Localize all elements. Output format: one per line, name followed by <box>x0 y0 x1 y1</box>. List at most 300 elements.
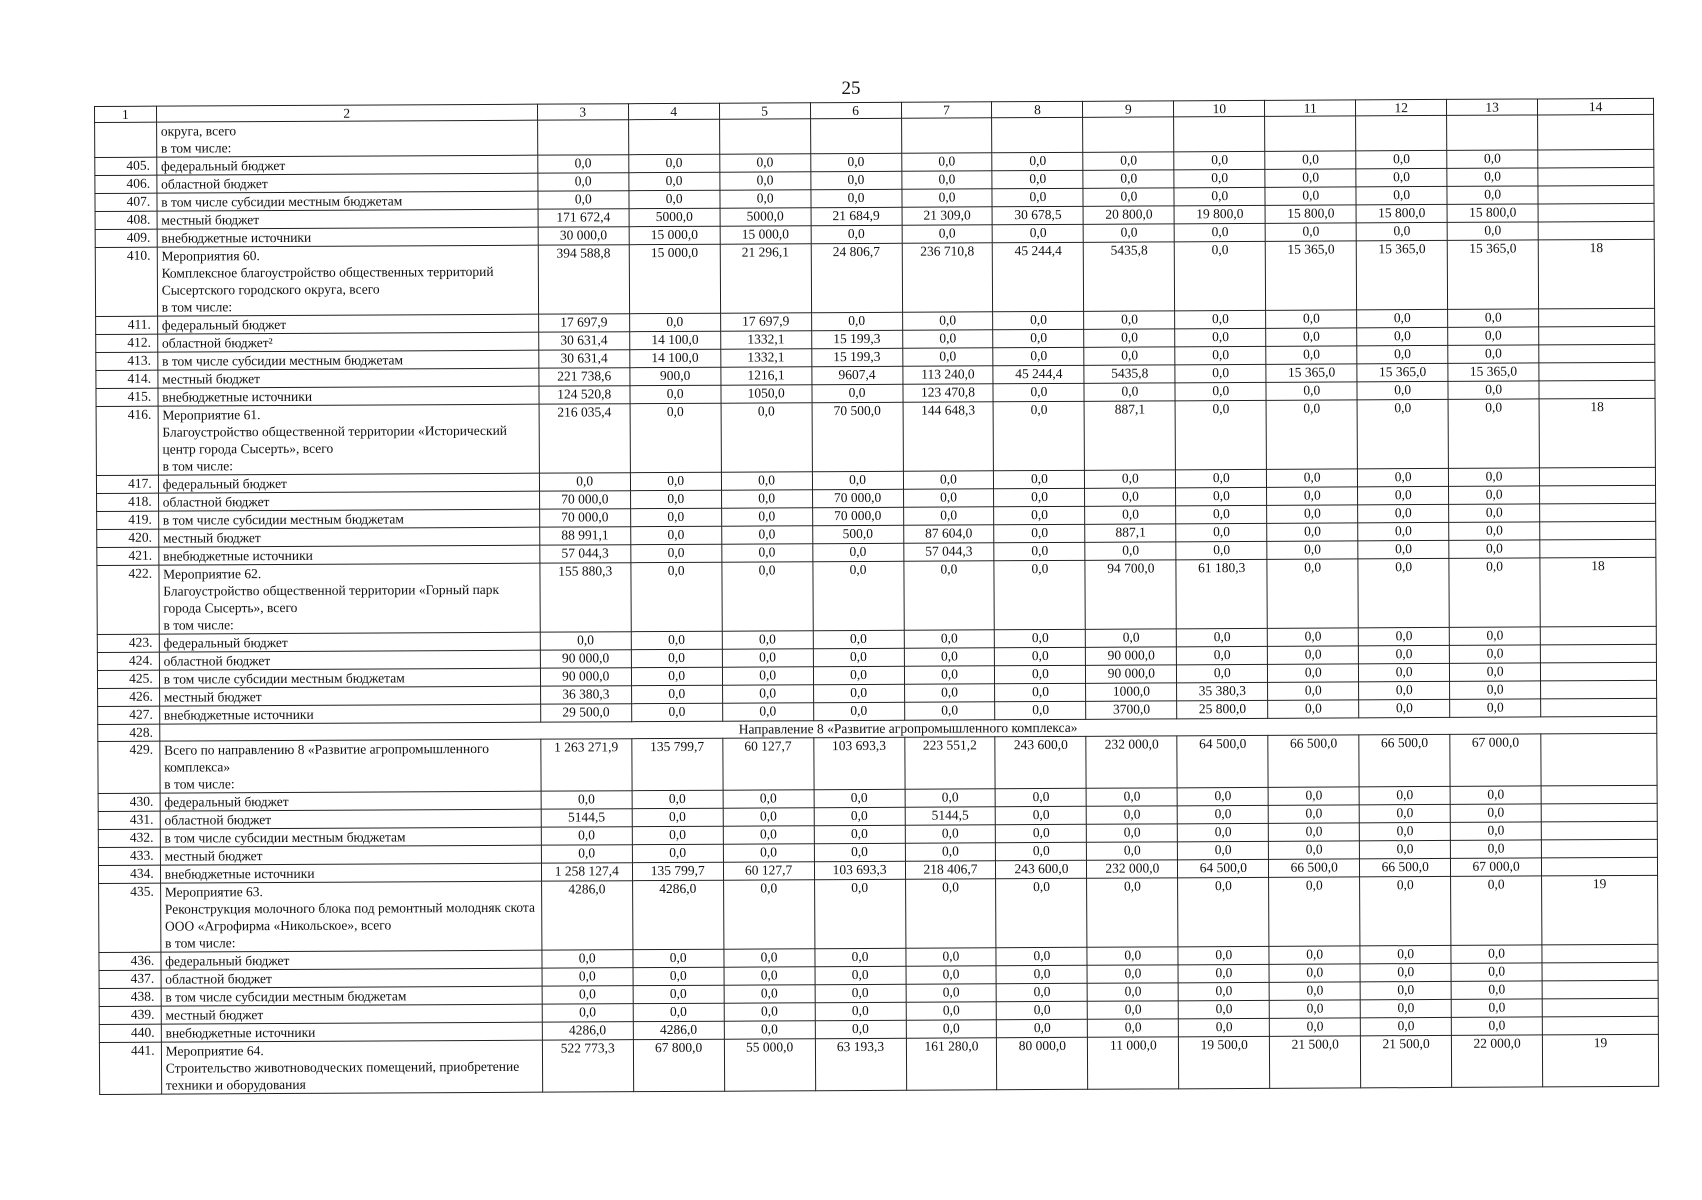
row-number: 411. <box>96 316 158 334</box>
value-cell: 0,0 <box>1267 523 1358 541</box>
value-cell: 66 500,0 <box>1360 858 1451 876</box>
value-cell: 0,0 <box>1087 965 1178 983</box>
value-cell: 0,0 <box>811 189 902 207</box>
table-row <box>96 398 1655 475</box>
value-cell: 0,0 <box>994 401 1085 470</box>
value-cell: 0,0 <box>1359 681 1450 699</box>
value-cell: 14 100,0 <box>630 349 721 367</box>
row-number: 441. <box>99 1042 161 1094</box>
value-cell: 5000,0 <box>629 208 720 226</box>
value-cell: 0,0 <box>1265 151 1356 169</box>
row-label: федеральный бюджет <box>158 473 539 493</box>
value-cell: 30 678,5 <box>993 206 1084 224</box>
value-cell: 0,0 <box>723 844 814 862</box>
value-cell: 236 710,8 <box>902 243 993 312</box>
value-cell: 0,0 <box>810 153 901 171</box>
value-cell: 0,0 <box>632 790 723 808</box>
row-number: 426. <box>98 688 160 706</box>
row-label: Мероприятия 60. Комплексное благоустройство общественных территорий Сысертского городского округа, всего в том числе: <box>157 245 538 316</box>
value-cell: 0,0 <box>901 189 992 207</box>
value-cell: 11 000,0 <box>1088 1037 1179 1089</box>
row-number: 422. <box>97 565 159 634</box>
row-number: 434. <box>98 865 160 883</box>
value-cell: 0,0 <box>1447 150 1538 168</box>
value-cell: 0,0 <box>993 329 1084 347</box>
value-cell: 0,0 <box>1083 170 1174 188</box>
row-label: в том числе субсидии местным бюджетам <box>160 827 541 847</box>
value-cell: 0,0 <box>720 190 811 208</box>
value-cell: 0,0 <box>1359 822 1450 840</box>
row-label: областной бюджет² <box>157 332 538 352</box>
value-cell: 70 500,0 <box>812 402 903 471</box>
value-cell: 0,0 <box>540 632 631 650</box>
row-label: местный бюджет <box>158 527 539 547</box>
value-cell: 0,0 <box>1357 399 1448 468</box>
value-cell: 0,0 <box>902 312 993 330</box>
value-cell: 0,0 <box>630 508 721 526</box>
value-cell: 90 000,0 <box>540 668 631 686</box>
value-cell: 0,0 <box>994 542 1085 560</box>
value-cell: 94 700,0 <box>1085 560 1176 629</box>
value-cell: 0,0 <box>1085 488 1176 506</box>
value-cell: 0,0 <box>814 843 905 861</box>
value-cell: 135 799,7 <box>632 738 723 790</box>
value-cell: 0,0 <box>538 191 629 209</box>
value-cell: 0,0 <box>724 949 815 967</box>
value-cell: 0,0 <box>720 172 811 190</box>
value-cell: 21 684,9 <box>811 207 902 225</box>
value-cell: 232 000,0 <box>1086 736 1177 788</box>
value-cell: 0,0 <box>1177 664 1268 682</box>
target-index-cell <box>1538 114 1654 150</box>
value-cell: 0,0 <box>905 789 996 807</box>
value-cell: 0,0 <box>724 967 815 985</box>
value-cell: 0,0 <box>1450 699 1541 717</box>
value-cell: 0,0 <box>814 825 905 843</box>
value-cell: 70 000,0 <box>539 509 630 527</box>
value-cell: 0,0 <box>815 948 906 966</box>
value-cell: 221 738,6 <box>539 368 630 386</box>
value-cell <box>537 120 628 155</box>
value-cell: 0,0 <box>994 506 1085 524</box>
value-cell: 500,0 <box>812 525 903 543</box>
value-cell: 0,0 <box>1268 646 1359 664</box>
value-cell: 0,0 <box>901 171 992 189</box>
value-cell: 0,0 <box>632 826 723 844</box>
value-cell: 0,0 <box>1359 699 1450 717</box>
value-cell: 15 199,3 <box>811 330 902 348</box>
value-cell: 0,0 <box>1360 963 1451 981</box>
value-cell: 0,0 <box>1269 982 1360 1000</box>
row-number: 413. <box>96 352 158 370</box>
value-cell: 0,0 <box>631 685 722 703</box>
value-cell: 55 000,0 <box>724 1039 815 1091</box>
value-cell: 0,0 <box>1451 981 1542 999</box>
table-body <box>95 98 1659 1094</box>
value-cell: 0,0 <box>1086 629 1177 647</box>
value-cell: 0,0 <box>1449 540 1540 558</box>
value-cell: 0,0 <box>995 701 1086 719</box>
value-cell: 0,0 <box>1447 168 1538 186</box>
value-cell: 522 773,3 <box>542 1040 633 1092</box>
row-label: Всего по направлению 8 «Развитие агропромышленного комплекса» в том числе: <box>160 739 541 793</box>
value-cell: 0,0 <box>995 629 1086 647</box>
value-cell: 0,0 <box>903 471 994 489</box>
value-cell: 0,0 <box>903 561 994 630</box>
row-number: 409. <box>95 229 157 247</box>
table-row <box>98 733 1657 793</box>
target-index-cell: 18 <box>1540 557 1656 627</box>
value-cell <box>628 119 719 154</box>
value-cell: 0,0 <box>906 1002 997 1020</box>
value-cell: 0,0 <box>541 827 632 845</box>
value-cell: 30 631,4 <box>539 350 630 368</box>
value-cell: 15 800,0 <box>1447 204 1538 222</box>
row-label: федеральный бюджет <box>157 314 538 334</box>
value-cell: 0,0 <box>1450 786 1541 804</box>
value-cell: 60 127,7 <box>723 862 814 880</box>
value-cell: 0,0 <box>631 562 722 631</box>
value-cell: 0,0 <box>630 385 721 403</box>
value-cell: 0,0 <box>1174 169 1265 187</box>
value-cell <box>1356 115 1447 150</box>
page-number: 25 <box>841 78 861 99</box>
value-cell: 0,0 <box>1359 645 1450 663</box>
row-label: в том числе субсидии местным бюджетам <box>157 191 538 211</box>
value-cell: 0,0 <box>812 471 903 489</box>
row-number: 419. <box>97 511 159 529</box>
value-cell: 0,0 <box>1449 504 1540 522</box>
value-cell: 243 600,0 <box>996 860 1087 878</box>
value-cell: 0,0 <box>541 791 632 809</box>
value-cell: 0,0 <box>1267 541 1358 559</box>
value-cell: 0,0 <box>1269 841 1360 859</box>
row-label: в том числе субсидии местным бюджетам <box>157 350 538 370</box>
value-cell <box>1447 115 1538 150</box>
value-cell: 0,0 <box>1175 382 1266 400</box>
value-cell: 0,0 <box>629 190 720 208</box>
value-cell: 0,0 <box>1448 327 1539 345</box>
value-cell: 15 365,0 <box>1448 363 1539 381</box>
value-cell: 0,0 <box>1449 486 1540 504</box>
target-index-cell <box>1542 962 1658 981</box>
value-cell: 0,0 <box>1356 150 1447 168</box>
column-header-1: 1 <box>95 106 157 122</box>
value-cell: 0,0 <box>811 312 902 330</box>
row-label: местный бюджет <box>157 209 538 229</box>
column-header-11: 11 <box>1265 100 1356 116</box>
row-label: федеральный бюджет <box>159 632 540 652</box>
value-cell: 0,0 <box>1265 187 1356 205</box>
row-number: 427. <box>98 706 160 724</box>
target-index-cell <box>1540 644 1656 663</box>
value-cell: 887,1 <box>1084 401 1175 470</box>
value-cell: 0,0 <box>1268 628 1359 646</box>
target-index-cell <box>1542 998 1658 1017</box>
value-cell: 0,0 <box>1359 663 1450 681</box>
value-cell: 0,0 <box>1357 345 1448 363</box>
value-cell: 25 800,0 <box>1177 700 1268 718</box>
value-cell: 14 100,0 <box>629 331 720 349</box>
value-cell: 0,0 <box>1451 840 1542 858</box>
value-cell: 0,0 <box>996 842 1087 860</box>
value-cell: 0,0 <box>1087 824 1178 842</box>
value-cell: 218 406,7 <box>905 861 996 879</box>
value-cell: 87 604,0 <box>903 525 994 543</box>
value-cell: 0,0 <box>1265 223 1356 241</box>
value-cell: 0,0 <box>724 985 815 1003</box>
row-number: 405. <box>95 157 157 175</box>
column-header-12: 12 <box>1356 99 1447 115</box>
value-cell: 0,0 <box>905 825 996 843</box>
row-label: внебюджетные источники <box>161 1022 542 1042</box>
value-cell: 0,0 <box>1358 504 1449 522</box>
value-cell: 0,0 <box>1175 328 1266 346</box>
value-cell: 0,0 <box>1266 346 1357 364</box>
value-cell: 0,0 <box>993 383 1084 401</box>
value-cell <box>1083 117 1174 152</box>
value-cell: 0,0 <box>1451 999 1542 1017</box>
value-cell: 1 263 271,9 <box>541 739 632 791</box>
value-cell: 0,0 <box>633 1003 724 1021</box>
row-number: 414. <box>96 370 158 388</box>
value-cell: 1332,1 <box>720 331 811 349</box>
row-number: 425. <box>97 670 159 688</box>
value-cell: 0,0 <box>813 702 904 720</box>
value-cell: 0,0 <box>722 685 813 703</box>
value-cell: 0,0 <box>1266 382 1357 400</box>
target-index-cell <box>1541 785 1657 804</box>
value-cell: 66 500,0 <box>1359 734 1450 786</box>
value-cell <box>719 119 810 154</box>
value-cell: 0,0 <box>1358 627 1449 645</box>
value-cell: 0,0 <box>1268 787 1359 805</box>
target-index-cell <box>1539 380 1655 399</box>
value-cell: 0,0 <box>630 472 721 490</box>
row-label: местный бюджет <box>161 1004 542 1024</box>
value-cell: 0,0 <box>1085 506 1176 524</box>
value-cell: 0,0 <box>631 544 722 562</box>
value-cell: 0,0 <box>1087 947 1178 965</box>
column-header-13: 13 <box>1447 99 1538 115</box>
target-index-cell: 18 <box>1538 239 1654 309</box>
value-cell: 0,0 <box>1267 487 1358 505</box>
target-index-cell <box>1540 521 1656 540</box>
value-cell: 24 806,7 <box>811 243 902 312</box>
table-row <box>97 557 1656 634</box>
value-cell: 0,0 <box>902 225 993 243</box>
value-cell: 36 380,3 <box>540 686 631 704</box>
value-cell: 0,0 <box>1175 346 1266 364</box>
row-number: 433. <box>98 847 160 865</box>
column-header-8: 8 <box>992 101 1083 117</box>
value-cell: 0,0 <box>628 154 719 172</box>
value-cell: 0,0 <box>815 966 906 984</box>
value-cell: 0,0 <box>721 490 812 508</box>
value-cell: 15 000,0 <box>629 226 720 244</box>
value-cell: 0,0 <box>1358 540 1449 558</box>
target-index-cell <box>1541 662 1657 681</box>
value-cell: 4286,0 <box>632 880 723 949</box>
row-label: Мероприятие 62. Благоустройство общественной территории «Горный парк города Сысерть», всего в том числе: <box>159 563 540 634</box>
value-cell: 0,0 <box>1176 487 1267 505</box>
row-number: 423. <box>97 634 159 652</box>
row-label: в том числе субсидии местным бюджетам <box>158 509 539 529</box>
value-cell: 0,0 <box>1450 663 1541 681</box>
value-cell: 0,0 <box>1450 804 1541 822</box>
value-cell: 0,0 <box>721 544 812 562</box>
value-cell: 135 799,7 <box>632 862 723 880</box>
target-index-cell <box>1539 344 1655 363</box>
value-cell: 216 035,4 <box>539 404 630 473</box>
value-cell: 0,0 <box>630 526 721 544</box>
value-cell: 0,0 <box>538 155 629 173</box>
value-cell: 0,0 <box>906 1020 997 1038</box>
value-cell: 155 880,3 <box>540 563 631 632</box>
row-number: 410. <box>95 247 157 316</box>
value-cell: 1216,1 <box>721 367 812 385</box>
value-cell: 0,0 <box>1265 169 1356 187</box>
value-cell: 0,0 <box>1357 381 1448 399</box>
value-cell: 0,0 <box>721 508 812 526</box>
row-number: 416. <box>96 406 158 475</box>
row-label: местный бюджет <box>158 368 539 388</box>
row-number: 420. <box>97 529 159 547</box>
value-cell: 9607,4 <box>811 366 902 384</box>
value-cell: 15 800,0 <box>1265 205 1356 223</box>
value-cell: 17 697,9 <box>720 313 811 331</box>
value-cell: 0,0 <box>814 807 905 825</box>
value-cell: 0,0 <box>1449 558 1540 627</box>
value-cell: 0,0 <box>1083 188 1174 206</box>
value-cell: 0,0 <box>1448 345 1539 363</box>
table-row <box>99 875 1658 952</box>
target-index-cell <box>1540 626 1656 645</box>
value-cell: 0,0 <box>904 684 995 702</box>
value-cell: 0,0 <box>632 844 723 862</box>
column-header-6: 6 <box>810 102 901 118</box>
value-cell: 0,0 <box>1269 1000 1360 1018</box>
value-cell: 15 365,0 <box>1356 240 1447 309</box>
value-cell: 0,0 <box>1088 1019 1179 1037</box>
value-cell: 0,0 <box>1451 876 1542 945</box>
value-cell: 0,0 <box>1450 681 1541 699</box>
value-cell: 19 500,0 <box>1179 1036 1270 1088</box>
value-cell: 90 000,0 <box>1086 665 1177 683</box>
row-label: внебюджетные источники <box>158 386 539 406</box>
value-cell: 0,0 <box>1174 187 1265 205</box>
value-cell: 0,0 <box>1178 982 1269 1000</box>
value-cell: 15 800,0 <box>1356 204 1447 222</box>
value-cell: 35 380,3 <box>1177 682 1268 700</box>
value-cell: 161 280,0 <box>906 1038 997 1090</box>
value-cell: 0,0 <box>997 1001 1088 1019</box>
value-cell: 0,0 <box>1177 646 1268 664</box>
value-cell: 0,0 <box>722 649 813 667</box>
value-cell: 0,0 <box>815 1002 906 1020</box>
value-cell: 0,0 <box>1175 364 1266 382</box>
value-cell: 0,0 <box>902 348 993 366</box>
section-heading: Направление 8 «Развитие агропромышленного комплекса» <box>159 716 1656 741</box>
value-cell: 67 000,0 <box>1451 858 1542 876</box>
table-row <box>99 1034 1658 1094</box>
row-number: 432. <box>98 829 160 847</box>
value-cell: 0,0 <box>1176 505 1267 523</box>
value-cell: 0,0 <box>995 647 1086 665</box>
value-cell: 67 000,0 <box>1450 734 1541 786</box>
value-cell: 0,0 <box>721 526 812 544</box>
value-cell: 0,0 <box>1175 400 1266 469</box>
value-cell: 5144,5 <box>905 807 996 825</box>
value-cell: 0,0 <box>723 880 814 949</box>
value-cell: 21 500,0 <box>1270 1036 1361 1088</box>
value-cell: 900,0 <box>630 367 721 385</box>
value-cell: 45 244,4 <box>993 365 1084 383</box>
column-header-5: 5 <box>719 103 810 119</box>
value-cell: 0,0 <box>1179 1000 1270 1018</box>
value-cell: 0,0 <box>992 170 1083 188</box>
value-cell: 22 000,0 <box>1452 1035 1543 1087</box>
value-cell: 0,0 <box>813 648 904 666</box>
column-header-9: 9 <box>1083 101 1174 117</box>
value-cell: 0,0 <box>901 153 992 171</box>
value-cell: 0,0 <box>538 173 629 191</box>
value-cell: 0,0 <box>814 879 905 948</box>
target-index-cell <box>1541 733 1657 786</box>
value-cell: 0,0 <box>1087 878 1178 947</box>
value-cell: 0,0 <box>1358 468 1449 486</box>
value-cell: 57 044,3 <box>540 545 631 563</box>
value-cell: 0,0 <box>633 967 724 985</box>
value-cell: 0,0 <box>1360 876 1451 945</box>
value-cell: 20 800,0 <box>1083 206 1174 224</box>
row-number: 436. <box>99 952 161 970</box>
value-cell: 0,0 <box>1356 222 1447 240</box>
value-cell <box>992 117 1083 152</box>
value-cell: 0,0 <box>1360 981 1451 999</box>
row-number: 440. <box>99 1024 161 1042</box>
value-cell: 0,0 <box>1268 682 1359 700</box>
value-cell: 0,0 <box>1269 946 1360 964</box>
value-cell: 0,0 <box>811 225 902 243</box>
value-cell <box>901 118 992 153</box>
target-index-cell <box>1541 839 1657 858</box>
value-cell: 0,0 <box>813 630 904 648</box>
value-cell: 0,0 <box>629 313 720 331</box>
value-cell: 0,0 <box>630 403 721 472</box>
row-number: 437. <box>99 970 161 988</box>
value-cell: 0,0 <box>813 666 904 684</box>
value-cell: 0,0 <box>1358 558 1449 627</box>
value-cell: 0,0 <box>995 665 1086 683</box>
value-cell: 0,0 <box>1359 804 1450 822</box>
column-header-4: 4 <box>628 103 719 119</box>
value-cell: 0,0 <box>1451 963 1542 981</box>
value-cell: 57 044,3 <box>903 543 994 561</box>
row-label: внебюджетные источники <box>159 545 540 565</box>
column-header-2: 2 <box>156 104 537 122</box>
value-cell: 0,0 <box>630 490 721 508</box>
target-index-cell <box>1540 485 1656 504</box>
column-header-14: 14 <box>1538 98 1654 115</box>
value-cell: 0,0 <box>1357 327 1448 345</box>
value-cell: 0,0 <box>1178 964 1269 982</box>
value-cell: 67 800,0 <box>633 1039 724 1091</box>
value-cell: 0,0 <box>1176 469 1267 487</box>
value-cell: 0,0 <box>1270 1018 1361 1036</box>
value-cell: 0,0 <box>724 1021 815 1039</box>
value-cell: 0,0 <box>542 1004 633 1022</box>
